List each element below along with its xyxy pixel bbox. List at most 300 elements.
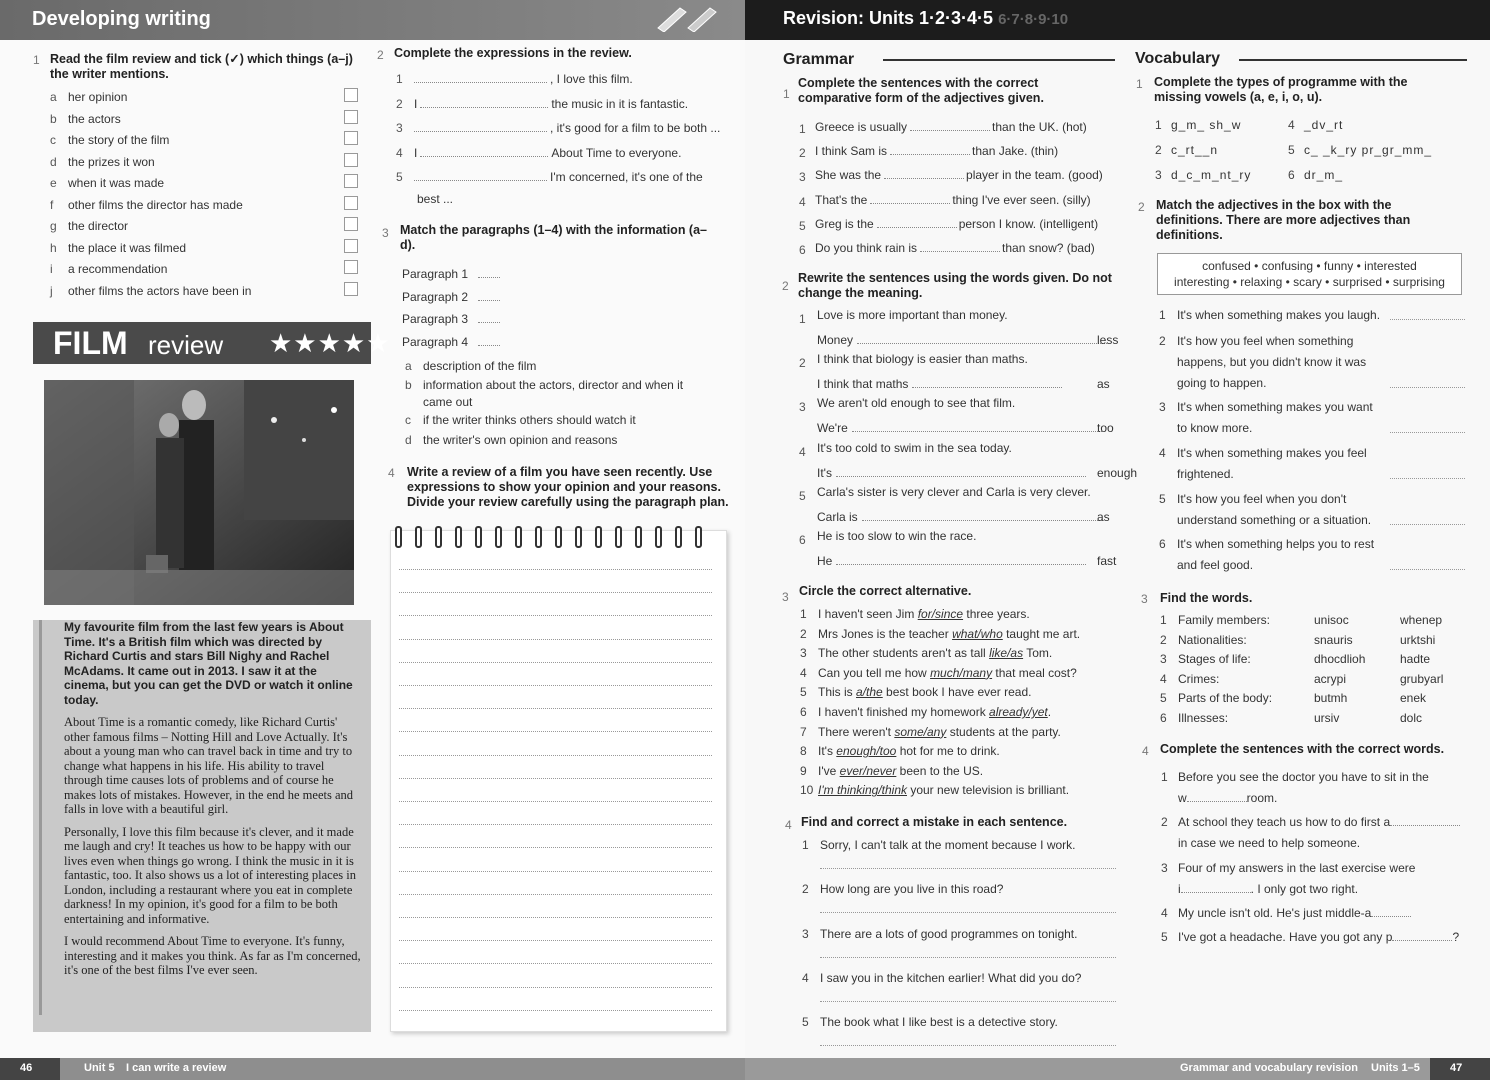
g3-after: your new television is brilliant. [907, 783, 1070, 798]
v2-answer-line[interactable] [1390, 432, 1465, 433]
v2-number: 5 [1159, 492, 1166, 506]
g3-before: This is [818, 685, 857, 700]
option-text: information about the actors, director and when it [423, 378, 684, 392]
g1-item [815, 120, 1087, 134]
item-text: the prizes it won [68, 154, 155, 169]
spiral-ring [495, 526, 502, 548]
option-letter: b [405, 378, 412, 392]
ex1-item [50, 219, 128, 233]
v1-number: 5 [1288, 143, 1295, 157]
g4-sentence: Sorry, I can't talk at the moment because I work. [820, 838, 1076, 852]
ex2-number: 2 [377, 48, 384, 62]
g4-answer-line[interactable] [820, 1045, 1116, 1046]
v3-category: Stages of life: [1178, 652, 1251, 666]
g1-number: 1 [799, 122, 806, 136]
answer-blank[interactable] [1371, 907, 1411, 917]
g4-sentence: There are a lots of good programmes on tonight. [820, 926, 1078, 941]
g3-after: three years. [963, 607, 1030, 621]
v4-start: w [1178, 791, 1187, 805]
vocabulary-heading: Vocabulary [1135, 50, 1221, 67]
spiral-ring [695, 526, 702, 548]
ex1-item [50, 155, 155, 169]
item-letter: j [50, 283, 53, 298]
ex2-item [414, 121, 720, 135]
writing-line[interactable] [399, 662, 712, 663]
v2-number: 4 [1159, 446, 1166, 460]
ex2-item-number: 4 [396, 145, 403, 160]
v3-anagram-1: snauris [1314, 632, 1353, 647]
v4-text: I've got a headache. Have you got any p [1178, 930, 1393, 944]
spiral-ring [395, 526, 402, 548]
writing-line[interactable] [399, 894, 712, 895]
review-paragraph-3: Personally, I love this film because it's clever, and it made me laugh and cry! It teaches us how to be happy with our lives even when things go wrong. I think the music in it is fantastic, too. It also shows us a lot of interesting places in London, including a restaurant where you eat in complete darkness! In my opinion, it's good for a film to be both entertaining and informative. [64, 824, 356, 926]
answer-blank[interactable] [910, 121, 990, 131]
g1-suffix: than snow? (bad) [1002, 241, 1095, 255]
footer-units: Units 1–5 [1371, 1062, 1420, 1074]
g4-number: 4 [802, 970, 809, 985]
tick-box[interactable] [344, 260, 358, 274]
film-photo [44, 380, 354, 605]
writing-line[interactable] [399, 917, 712, 918]
ex1-item [50, 241, 186, 255]
answer-blank[interactable] [836, 467, 1086, 477]
g3-before: I haven't seen Jim [818, 607, 918, 621]
g4-sentence: I saw you in the kitchen earlier! What did you do? [820, 970, 1082, 985]
writing-line[interactable] [399, 755, 712, 756]
v1-word: c_ _k_ry pr_gr_mm_ [1304, 143, 1433, 157]
v3-anagram-1: unisoc [1314, 613, 1349, 627]
v4-number: 2 [1161, 815, 1168, 829]
ex2-item [414, 170, 703, 184]
review-text [64, 620, 364, 986]
g3-after: hot for me to drink. [896, 744, 1000, 759]
g1-item [815, 241, 1095, 255]
g3-alternatives[interactable]: much/many [930, 665, 993, 680]
g4-number: 2 [802, 882, 809, 897]
writing-line[interactable] [399, 685, 712, 686]
v3-category: Family members: [1178, 613, 1271, 627]
g1-item [815, 217, 1098, 231]
g3-alternatives[interactable]: some/any [894, 724, 947, 739]
option-text: if the writer thinks others should watch it [423, 413, 636, 427]
grammar-heading: Grammar [783, 51, 855, 68]
g2-start: Carla is [817, 509, 858, 524]
answer-blank[interactable] [852, 422, 1102, 432]
writing-line[interactable] [399, 847, 712, 848]
answer-blank[interactable] [890, 145, 970, 155]
v4-line-2: in case we need to help someone. [1178, 836, 1361, 850]
v1-word: d_c_m_nt_ry [1171, 168, 1252, 182]
revision-units-active: Revision: Units 1·2·3·4·5 [783, 8, 994, 28]
answer-blank[interactable] [870, 194, 950, 204]
spiral-ring [655, 526, 662, 548]
g1-item [815, 168, 1103, 182]
g3-after: been to the US. [896, 763, 984, 778]
ex1-item [50, 262, 167, 276]
tick-box[interactable] [344, 174, 358, 188]
g3-item [818, 744, 1000, 758]
v2-line: frightened. [1177, 467, 1234, 481]
ex1-item [50, 90, 127, 104]
g3-number: 8 [800, 744, 807, 759]
g3-alternatives[interactable]: ever/never [839, 763, 897, 778]
item-letter: f [50, 197, 54, 212]
writing-line[interactable] [399, 987, 712, 988]
g3-before: There weren't [818, 724, 895, 739]
g3-item [818, 725, 1061, 739]
writing-notepad[interactable] [390, 530, 727, 1032]
spiral-ring [635, 526, 642, 548]
tick-box[interactable] [344, 131, 358, 145]
answer-blank[interactable] [478, 336, 500, 346]
footer-revision-label: Grammar and vocabulary revision [1180, 1062, 1358, 1074]
v-ex3-number: 3 [1141, 592, 1148, 606]
ex2-item-number: 2 [396, 96, 403, 111]
word-box-line-1: confused • confusing • funny • interested [1202, 259, 1417, 273]
v2-answer-line[interactable] [1390, 524, 1465, 525]
writing-line[interactable] [399, 824, 712, 825]
answer-blank[interactable] [478, 268, 500, 278]
spiral-ring [555, 526, 562, 548]
ex1-item [50, 133, 169, 147]
v-ex1-instruction: Complete the types of programme with the missing vowels (a, e, i, o, u). [1154, 75, 1408, 104]
v1-number: 4 [1288, 118, 1295, 132]
answer-blank[interactable] [478, 291, 500, 301]
answer-blank[interactable] [420, 147, 548, 157]
answer-blank[interactable] [862, 511, 1102, 521]
spiral-binding [395, 526, 715, 551]
ex3-option [405, 378, 683, 392]
film-review-banner [33, 322, 391, 364]
g4-number: 1 [802, 838, 809, 852]
g1-prefix: Greece is usually [815, 120, 908, 134]
right-header-title [783, 8, 1068, 29]
g2-number: 6 [799, 533, 806, 547]
option-text: came out [423, 395, 473, 409]
tick-box[interactable] [344, 239, 358, 253]
g3-alternatives[interactable]: already/yet [989, 705, 1048, 719]
answer-blank[interactable] [836, 555, 1086, 565]
ex2-tail: best ... [417, 192, 454, 206]
v4-line-2 [1178, 791, 1277, 805]
g1-suffix: player in the team. (good) [966, 168, 1103, 183]
g2-sentence: We aren't old enough to see that film. [817, 396, 1016, 411]
item-text: the story of the film [68, 133, 170, 147]
vocabulary-rule [1239, 59, 1467, 61]
g1-item [815, 144, 1058, 158]
paragraph-label [402, 267, 500, 281]
v2-line: and feel good. [1177, 558, 1254, 572]
paragraph-text: Paragraph 3 [402, 312, 469, 326]
option-letter: c [405, 413, 411, 427]
v2-line: It's when something makes you laugh. [1177, 308, 1381, 322]
v1-word: g_m_ sh_w [1171, 118, 1242, 132]
g-ex1-number: 1 [783, 87, 790, 101]
v1-word: dr_m_ [1304, 168, 1344, 182]
v-ex2-instruction: Match the adjectives in the box with the definitions. There are more adjectives than definitions. [1156, 198, 1411, 242]
pencil-icon [650, 4, 720, 32]
tick-box[interactable] [344, 282, 358, 296]
writing-line[interactable] [399, 708, 712, 709]
g3-alternatives[interactable]: what/who [952, 626, 1003, 641]
v2-line: going to happen. [1177, 376, 1267, 390]
g2-sentence: I think that biology is easier than maths. [817, 352, 1028, 367]
v2-number: 3 [1159, 400, 1166, 414]
g2-rewrite [817, 377, 1062, 391]
v-ex2-number: 2 [1138, 200, 1145, 214]
spiral-ring [455, 526, 462, 548]
v2-answer-line[interactable] [1390, 387, 1465, 388]
v4-start: i [1178, 882, 1181, 896]
v2-line: It's how you feel when you don't [1177, 492, 1347, 506]
tick-box[interactable] [344, 217, 358, 231]
g1-prefix: Do you think rain is [815, 241, 918, 255]
v3-anagram-2: enek [1400, 691, 1427, 705]
g1-suffix: person I know. (intelligent) [958, 216, 1099, 231]
paragraph-label [402, 312, 500, 326]
left-header-title: Developing writing [32, 8, 211, 30]
spiral-ring [595, 526, 602, 548]
v3-anagram-2: hadte [1400, 652, 1431, 666]
item-letter: g [50, 219, 57, 233]
v4-line-1 [1178, 906, 1411, 920]
g1-number: 6 [799, 243, 806, 257]
item-letter: e [50, 176, 57, 190]
g2-number: 4 [799, 444, 806, 459]
g3-item [818, 705, 1051, 719]
item-text: when it was made [68, 176, 165, 190]
right-header-bar [745, 0, 1490, 40]
g3-before: I haven't finished my homework [818, 705, 990, 719]
ex1-item [50, 112, 121, 126]
option-letter: d [405, 433, 412, 447]
item-text: the actors [68, 111, 121, 126]
g4-answer-line[interactable] [820, 868, 1116, 869]
spiral-ring [475, 526, 482, 548]
ex3-option [405, 433, 617, 447]
g4-answer-line[interactable] [820, 957, 1116, 958]
ex2-suffix: the music in it is fantastic. [551, 96, 689, 111]
g2-rewrite [817, 421, 1102, 435]
writing-line[interactable] [399, 592, 712, 593]
v3-number: 6 [1160, 710, 1167, 725]
review-paragraph-1: My favourite film from the last few years is About Time. It's a British film which was directed by Richard Curtis and stars Bill Nighy and Rachel McAdams. It came out in 2013. I saw it at the cinema, but you can get the DVD or watch it online today. [64, 620, 353, 707]
answer-blank[interactable] [877, 218, 957, 228]
v3-anagram-2: urktshi [1400, 632, 1436, 647]
ex3-instruction: Match the paragraphs (1–4) with the information (a–d). [400, 223, 707, 252]
g4-number: 3 [802, 926, 809, 941]
g3-before: The other students aren't as tall [818, 646, 990, 661]
g4-answer-line[interactable] [820, 1001, 1116, 1002]
g3-number: 10 [800, 783, 814, 798]
g2-start: It's [817, 465, 832, 480]
writing-line[interactable] [399, 569, 712, 570]
left-page-number: 46 [0, 1058, 60, 1080]
ex2-prefix: I [414, 96, 418, 111]
paragraph-text: Paragraph 2 [402, 289, 469, 304]
adjective-word-box [1157, 253, 1462, 295]
g4-number: 5 [802, 1015, 809, 1030]
answer-blank[interactable] [1181, 883, 1251, 893]
ex2-item [414, 146, 681, 160]
spiral-ring [675, 526, 682, 548]
writing-line[interactable] [399, 963, 712, 964]
revision-units-dim: 6·7·8·9·10 [998, 11, 1069, 28]
g3-number: 5 [800, 685, 807, 700]
v2-line: It's when something helps you to rest [1177, 537, 1375, 551]
option-text: description of the film [423, 359, 537, 373]
spiral-ring [515, 526, 522, 548]
v3-category: Crimes: [1178, 671, 1220, 686]
g3-before: Mrs Jones is the teacher [818, 626, 953, 641]
tick-box[interactable] [344, 110, 358, 124]
writing-line[interactable] [399, 801, 712, 802]
v4-text: Before you see the doctor you have to sit in the [1178, 770, 1429, 784]
writing-line[interactable] [399, 731, 712, 732]
v4-line-1 [1178, 861, 1415, 875]
answer-blank[interactable] [884, 169, 964, 179]
g3-item [818, 783, 1069, 797]
paragraph-text: Paragraph 1 [402, 267, 469, 281]
v4-text: At school they teach us how to do first a [1178, 815, 1391, 829]
left-footer [0, 1058, 745, 1080]
g-ex3-instruction: Circle the correct alternative. [799, 584, 972, 598]
answer-blank[interactable] [920, 242, 1000, 252]
item-text: other films the director has made [68, 197, 243, 212]
v3-anagram-2: grubyarl [1400, 671, 1444, 686]
g3-alternatives[interactable]: for/since [917, 607, 964, 621]
v3-number: 1 [1160, 613, 1167, 627]
v3-category: Nationalities: [1178, 632, 1247, 647]
v4-end: room. [1246, 791, 1278, 805]
g2-number: 1 [799, 312, 806, 326]
answer-blank[interactable] [414, 73, 547, 83]
ex3-option [405, 413, 636, 427]
g1-suffix: than Jake. (thin) [972, 144, 1059, 159]
v2-answer-line[interactable] [1390, 569, 1465, 570]
g1-number: 2 [799, 146, 806, 161]
v3-number: 2 [1160, 632, 1167, 647]
g2-keyword: less [1097, 333, 1119, 347]
writing-line[interactable] [399, 615, 712, 616]
v2-line: It's when something makes you want [1177, 400, 1373, 414]
g3-item [818, 646, 1052, 660]
g3-alternatives[interactable]: I'm thinking/think [818, 783, 907, 798]
spiral-ring [415, 526, 422, 548]
v1-word: c_rt__n [1171, 143, 1219, 157]
right-footer [745, 1058, 1490, 1080]
ex2-instruction: Complete the expressions in the review. [394, 46, 632, 60]
v4-text: Four of my answers in the last exercise were [1178, 861, 1416, 875]
footer-label: I can write a review [126, 1062, 227, 1074]
ex4-number: 4 [388, 466, 395, 480]
v3-anagram-1: ursiv [1314, 710, 1340, 725]
answer-blank[interactable] [857, 334, 1107, 344]
g2-keyword: too [1097, 421, 1114, 436]
ex2-suffix: , it's good for a film to be both ... [550, 121, 721, 135]
v-ex1-number: 1 [1136, 77, 1143, 91]
g1-prefix: She was the [815, 168, 882, 183]
v2-line: It's how you feel when something [1177, 334, 1354, 348]
g3-alternatives[interactable]: enough/too [836, 744, 897, 759]
item-text: the place it was filmed [68, 240, 187, 255]
answer-blank[interactable] [912, 378, 1062, 388]
writing-line[interactable] [399, 1010, 712, 1011]
tick-box[interactable] [344, 88, 358, 102]
v2-number: 2 [1159, 334, 1166, 348]
writing-line[interactable] [399, 940, 712, 941]
v2-answer-line[interactable] [1390, 478, 1465, 479]
g2-keyword: as [1097, 377, 1110, 392]
answer-blank[interactable] [414, 122, 547, 132]
ex3-number: 3 [382, 226, 389, 240]
ex2-suffix: About Time to everyone. [551, 145, 682, 160]
review-paragraph-2: About Time is a romantic comedy, like Richard Curtis' other famous films – Notting Hill and Love Actually. It's about a young man who can travel back in time and try to change what happens in his life. His ability to travel through time causes lots of problems and of course he makes lots of mistakes. However, in the end he meets and falls in love with a beautiful girl. [64, 715, 354, 816]
g2-start: Money [817, 333, 854, 347]
g3-alternatives[interactable]: a/the [856, 685, 883, 700]
g3-item [818, 607, 1030, 621]
answer-blank[interactable] [1390, 816, 1460, 826]
g1-number: 5 [799, 218, 806, 233]
item-letter: i [50, 262, 53, 276]
footer-unit: Unit 5 [84, 1062, 115, 1074]
v3-category: Illnesses: [1178, 710, 1229, 725]
tick-box[interactable] [344, 153, 358, 167]
v4-number: 4 [1161, 906, 1168, 920]
g2-rewrite [817, 466, 1086, 480]
v2-line: understand something or a situation. [1177, 513, 1372, 527]
g1-number: 3 [799, 170, 806, 185]
answer-blank[interactable] [478, 313, 500, 323]
tick-box[interactable] [344, 196, 358, 210]
ex2-item [414, 72, 633, 86]
v-ex3-instruction: Find the words. [1160, 591, 1253, 605]
ex3-option [405, 359, 536, 373]
answer-blank[interactable] [420, 98, 548, 108]
g3-item [818, 627, 1080, 641]
g4-answer-line[interactable] [820, 912, 1116, 913]
v2-answer-line[interactable] [1390, 319, 1465, 320]
v2-number: 6 [1159, 537, 1166, 551]
v1-word: _dv_rt [1304, 118, 1344, 132]
g3-number: 4 [800, 665, 807, 680]
writing-line[interactable] [399, 778, 712, 779]
review-paragraph-4: I would recommend About Time to everyone. It's funny, interesting and it makes you think. As far as I'm concerned, it's one of the best films I've ever seen. [64, 934, 361, 977]
answer-blank[interactable] [414, 171, 547, 181]
g2-sentence: Carla's sister is very clever and Carla is very clever. [817, 484, 1091, 499]
answer-blank[interactable] [1187, 792, 1247, 802]
g3-before: It's [818, 744, 837, 759]
ex1-item [50, 176, 164, 190]
g3-alternatives[interactable]: like/as [989, 646, 1024, 661]
review-text-box [33, 620, 371, 1032]
answer-blank[interactable] [1392, 931, 1452, 941]
v4-number: 1 [1161, 770, 1168, 784]
g2-sentence: It's too cold to swim in the sea today. [817, 440, 1012, 455]
paragraph-label [402, 335, 500, 349]
item-text: a recommendation [68, 262, 168, 276]
g2-sentence: Love is more important than money. [817, 308, 1008, 322]
writing-line[interactable] [399, 871, 712, 872]
v2-line: to know more. [1177, 421, 1253, 435]
g2-number: 2 [799, 356, 806, 371]
v1-number: 1 [1155, 118, 1162, 132]
g2-start: We're [817, 421, 848, 436]
writing-line[interactable] [399, 639, 712, 640]
spiral-ring [435, 526, 442, 548]
item-text: the director [68, 219, 129, 233]
g3-number: 7 [800, 724, 807, 739]
